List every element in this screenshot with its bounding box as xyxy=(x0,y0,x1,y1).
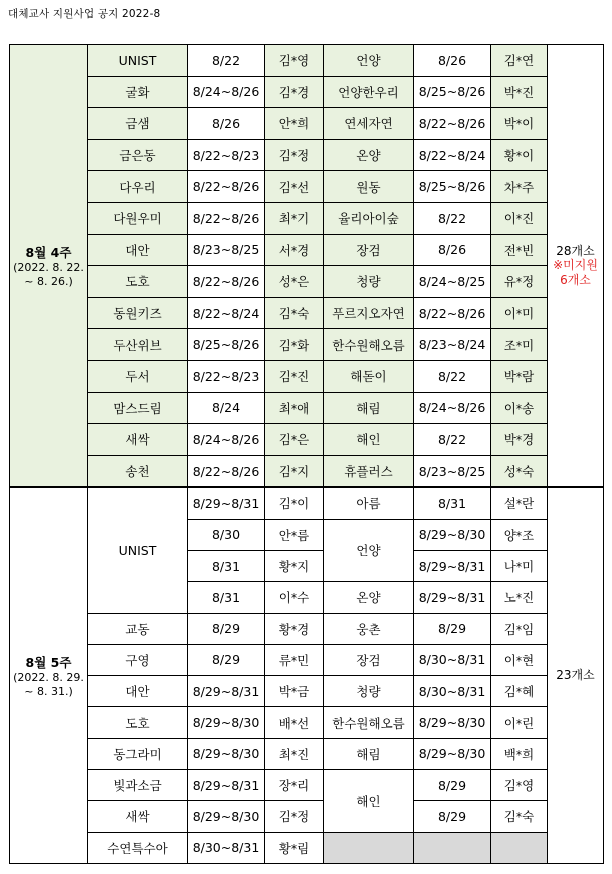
table-row xyxy=(10,234,604,266)
table-row xyxy=(10,45,604,77)
count-cell xyxy=(548,45,604,488)
center-name: 두산위브 xyxy=(88,329,188,361)
week-label: 8월 4주 xyxy=(25,244,72,260)
center-name: 해림 xyxy=(324,392,414,424)
support-dates: 8/24~8/26 xyxy=(414,392,491,424)
teacher-name: 성*숙 xyxy=(491,455,548,487)
teacher-name: 황*이 xyxy=(491,139,548,171)
support-dates: 8/22~8/26 xyxy=(188,455,265,487)
support-dates: 8/22 xyxy=(414,424,491,456)
teacher-name: 안*희 xyxy=(265,108,324,140)
teacher-name: 박*경 xyxy=(491,424,548,456)
table-row xyxy=(10,266,604,298)
support-dates: 8/29~8/31 xyxy=(188,769,265,800)
support-dates: 8/30 xyxy=(188,519,265,550)
center-name: 아름 xyxy=(324,487,414,519)
teacher-name: 전*빈 xyxy=(491,234,548,266)
center-name: 해림 xyxy=(324,738,414,769)
center-name: 금은동 xyxy=(88,139,188,171)
table-row xyxy=(10,392,604,424)
support-dates: 8/22~8/26 xyxy=(188,171,265,203)
center-name: 언양한우리 xyxy=(324,76,414,108)
empty-cell xyxy=(324,832,414,863)
support-dates: 8/31 xyxy=(188,582,265,613)
support-dates: 8/25~8/26 xyxy=(188,329,265,361)
support-dates: 8/23~8/25 xyxy=(188,234,265,266)
teacher-name: 김*숙 xyxy=(491,801,548,832)
table-row xyxy=(10,424,604,456)
support-dates: 8/29 xyxy=(188,644,265,675)
table-row xyxy=(10,360,604,392)
support-dates: 8/22~8/26 xyxy=(188,202,265,234)
teacher-name: 최*기 xyxy=(265,202,324,234)
center-name: 푸르지오자연 xyxy=(324,297,414,329)
center-name: 교동 xyxy=(88,613,188,644)
support-dates: 8/31 xyxy=(414,487,491,519)
table-row xyxy=(10,487,604,519)
teacher-name: 이*린 xyxy=(491,707,548,738)
teacher-name: 김*영 xyxy=(265,45,324,77)
teacher-name: 이*송 xyxy=(491,392,548,424)
support-dates: 8/25~8/26 xyxy=(414,171,491,203)
support-dates: 8/29~8/30 xyxy=(188,801,265,832)
center-name: 해인 xyxy=(324,769,414,832)
teacher-name: 배*선 xyxy=(265,707,324,738)
support-dates: 8/22~8/23 xyxy=(188,139,265,171)
center-name: 청량 xyxy=(324,676,414,707)
teacher-name: 박*금 xyxy=(265,676,324,707)
support-dates: 8/23~8/25 xyxy=(414,455,491,487)
center-name: 맘스드림 xyxy=(88,392,188,424)
center-name: 새싹 xyxy=(88,801,188,832)
center-name: 빛과소금 xyxy=(88,769,188,800)
center-name: 도호 xyxy=(88,707,188,738)
table-row xyxy=(10,801,604,832)
table-row xyxy=(10,707,604,738)
center-name: 두서 xyxy=(88,360,188,392)
teacher-name: 김*영 xyxy=(491,769,548,800)
center-name: 온양 xyxy=(324,139,414,171)
support-dates: 8/29~8/30 xyxy=(414,519,491,550)
center-name: 대안 xyxy=(88,676,188,707)
support-dates: 8/29~8/31 xyxy=(414,582,491,613)
week-range-end: ~ 8. 26.) xyxy=(24,274,73,288)
support-dates: 8/31 xyxy=(188,550,265,581)
teacher-name: 차*주 xyxy=(491,171,548,203)
teacher-name: 김*정 xyxy=(265,801,324,832)
center-name: 언양 xyxy=(324,45,414,77)
teacher-name: 김*진 xyxy=(265,360,324,392)
teacher-name: 황*경 xyxy=(265,613,324,644)
center-name: 장검 xyxy=(324,234,414,266)
teacher-name: 양*조 xyxy=(491,519,548,550)
support-dates: 8/29~8/30 xyxy=(414,707,491,738)
teacher-name: 이*현 xyxy=(491,644,548,675)
center-name: 동그라미 xyxy=(88,738,188,769)
teacher-name: 설*란 xyxy=(491,487,548,519)
support-dates: 8/29~8/30 xyxy=(188,738,265,769)
support-dates: 8/22 xyxy=(414,360,491,392)
table-row xyxy=(10,76,604,108)
support-dates: 8/26 xyxy=(414,45,491,77)
center-name: 연세자연 xyxy=(324,108,414,140)
empty-cell xyxy=(491,832,548,863)
teacher-name: 황*지 xyxy=(265,550,324,581)
week-range-end: ~ 8. 31.) xyxy=(24,684,73,698)
teacher-name: 장*리 xyxy=(265,769,324,800)
teacher-name: 이*수 xyxy=(265,582,324,613)
teacher-name: 김*화 xyxy=(265,329,324,361)
support-dates: 8/25~8/26 xyxy=(414,76,491,108)
center-name: 동원키즈 xyxy=(88,297,188,329)
unsupported-note: ※미지원 xyxy=(553,258,598,273)
support-dates: 8/29~8/31 xyxy=(414,550,491,581)
support-dates: 8/22~8/26 xyxy=(414,297,491,329)
support-dates: 8/30~8/31 xyxy=(188,832,265,863)
support-dates: 8/24 xyxy=(188,392,265,424)
week-cell xyxy=(10,45,88,488)
center-name: 새싹 xyxy=(88,424,188,456)
teacher-name: 박*람 xyxy=(491,360,548,392)
table-row xyxy=(10,202,604,234)
teacher-name: 김*정 xyxy=(265,139,324,171)
center-name: 장검 xyxy=(324,644,414,675)
teacher-name: 최*애 xyxy=(265,392,324,424)
table-row xyxy=(10,738,604,769)
table-row xyxy=(10,171,604,203)
center-name: 구영 xyxy=(88,644,188,675)
week-cell xyxy=(10,487,88,863)
support-dates: 8/26 xyxy=(414,234,491,266)
center-name: 온양 xyxy=(324,582,414,613)
support-dates: 8/22~8/24 xyxy=(414,139,491,171)
support-dates: 8/22~8/26 xyxy=(188,266,265,298)
center-name: 금샘 xyxy=(88,108,188,140)
support-dates: 8/29~8/30 xyxy=(188,707,265,738)
center-count: 28개소 xyxy=(556,244,595,259)
table-row xyxy=(10,297,604,329)
empty-cell xyxy=(414,832,491,863)
support-dates: 8/22~8/23 xyxy=(188,360,265,392)
week-range-start: (2022. 8. 29. xyxy=(13,670,84,684)
teacher-name: 김*혜 xyxy=(491,676,548,707)
teacher-name: 김*지 xyxy=(265,455,324,487)
support-dates: 8/30~8/31 xyxy=(414,644,491,675)
support-dates: 8/23~8/24 xyxy=(414,329,491,361)
support-dates: 8/24~8/25 xyxy=(414,266,491,298)
center-name: 한수원해오름 xyxy=(324,329,414,361)
teacher-name: 황*림 xyxy=(265,832,324,863)
table-row xyxy=(10,769,604,800)
table-row xyxy=(10,613,604,644)
support-dates: 8/22~8/24 xyxy=(188,297,265,329)
center-name: 굴화 xyxy=(88,76,188,108)
center-name: 휴플러스 xyxy=(324,455,414,487)
table-row xyxy=(10,139,604,171)
teacher-name: 김*선 xyxy=(265,171,324,203)
table-row xyxy=(10,455,604,487)
teacher-name: 김*임 xyxy=(491,613,548,644)
center-name: 청량 xyxy=(324,266,414,298)
table-row xyxy=(10,832,604,863)
teacher-name: 김*은 xyxy=(265,424,324,456)
support-dates: 8/29~8/31 xyxy=(188,487,265,519)
center-name: 웅촌 xyxy=(324,613,414,644)
teacher-name: 이*미 xyxy=(491,297,548,329)
support-dates: 8/24~8/26 xyxy=(188,76,265,108)
teacher-name: 김*숙 xyxy=(265,297,324,329)
teacher-name: 김*연 xyxy=(491,45,548,77)
substitute-teacher-table xyxy=(9,44,604,864)
page-title: 대체교사 지원사업 공지 2022-8 xyxy=(8,8,161,20)
support-dates: 8/29 xyxy=(414,613,491,644)
center-name: 송천 xyxy=(88,455,188,487)
teacher-name: 유*정 xyxy=(491,266,548,298)
support-dates: 8/29 xyxy=(414,801,491,832)
center-name: UNIST xyxy=(88,487,188,613)
teacher-name: 성*은 xyxy=(265,266,324,298)
support-dates: 8/29 xyxy=(188,613,265,644)
teacher-name: 류*민 xyxy=(265,644,324,675)
center-name: 언양 xyxy=(324,519,414,582)
support-dates: 8/29~8/31 xyxy=(188,676,265,707)
teacher-name: 서*경 xyxy=(265,234,324,266)
table-row xyxy=(10,676,604,707)
support-dates: 8/26 xyxy=(188,108,265,140)
teacher-name: 나*미 xyxy=(491,550,548,581)
teacher-name: 최*진 xyxy=(265,738,324,769)
teacher-name: 백*희 xyxy=(491,738,548,769)
center-name: 다원우미 xyxy=(88,202,188,234)
center-name: 수연특수아 xyxy=(88,832,188,863)
unsupported-count: 6개소 xyxy=(560,272,591,287)
table-row xyxy=(10,329,604,361)
center-name: UNIST xyxy=(88,45,188,77)
support-dates: 8/22 xyxy=(414,202,491,234)
week-label: 8월 5주 xyxy=(25,654,72,670)
center-name: 다우리 xyxy=(88,171,188,203)
support-dates: 8/22 xyxy=(188,45,265,77)
teacher-name: 노*진 xyxy=(491,582,548,613)
table-row xyxy=(10,644,604,675)
week-range-start: (2022. 8. 22. xyxy=(13,260,84,274)
support-dates: 8/29 xyxy=(414,769,491,800)
teacher-name: 김*이 xyxy=(265,487,324,519)
center-name: 한수원해오름 xyxy=(324,707,414,738)
support-dates: 8/24~8/26 xyxy=(188,424,265,456)
support-dates: 8/22~8/26 xyxy=(414,108,491,140)
support-dates: 8/29~8/30 xyxy=(414,738,491,769)
center-name: 해인 xyxy=(324,424,414,456)
teacher-name: 박*이 xyxy=(491,108,548,140)
center-name: 해돋이 xyxy=(324,360,414,392)
table-row xyxy=(10,108,604,140)
teacher-name: 조*미 xyxy=(491,329,548,361)
teacher-name: 박*진 xyxy=(491,76,548,108)
center-name: 대안 xyxy=(88,234,188,266)
center-count: 23개소 xyxy=(548,487,604,863)
center-name: 원동 xyxy=(324,171,414,203)
teacher-name: 안*름 xyxy=(265,519,324,550)
teacher-name: 김*경 xyxy=(265,76,324,108)
center-name: 도호 xyxy=(88,266,188,298)
teacher-name: 이*진 xyxy=(491,202,548,234)
support-dates: 8/30~8/31 xyxy=(414,676,491,707)
center-name: 율리아이숲 xyxy=(324,202,414,234)
